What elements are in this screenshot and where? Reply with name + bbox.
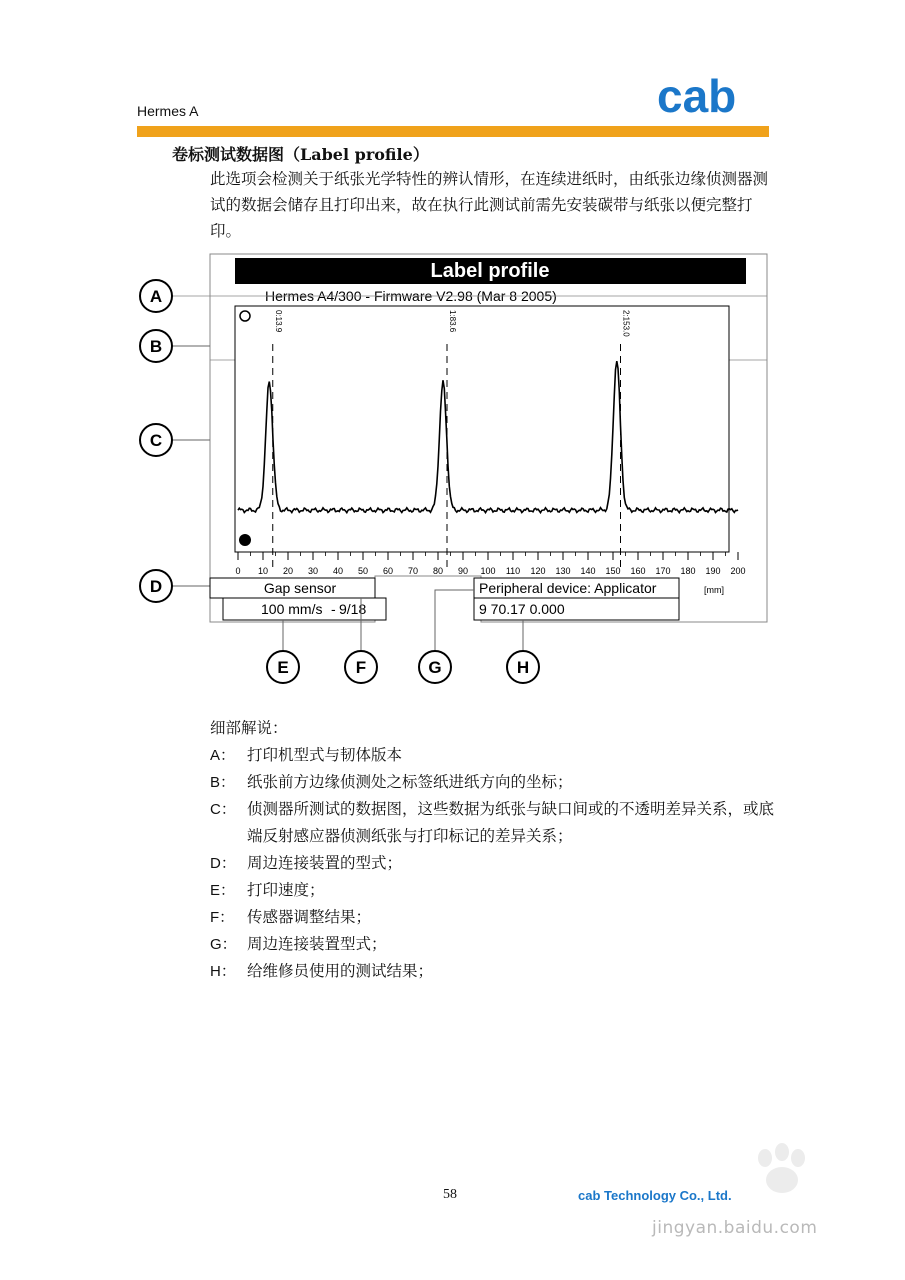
legend-text: 打印速度； bbox=[247, 881, 325, 899]
legend-key: D： bbox=[210, 855, 236, 872]
x-tick-label: 100 bbox=[480, 566, 496, 576]
legend-text: 侦测器所测试的数据图，这些数据为纸张与缺口间或的不透明差异关系，或底端反射感应器侦测纸张与打印标记的差异关系； bbox=[247, 800, 775, 845]
x-tick-label: 200 bbox=[730, 566, 746, 576]
callout-d-label: D bbox=[149, 577, 163, 596]
header-accent-bar bbox=[137, 126, 769, 137]
callout-f-label: F bbox=[355, 658, 367, 677]
x-tick-label: 130 bbox=[555, 566, 571, 576]
x-tick-label: 120 bbox=[530, 566, 546, 576]
callout-h-label: H bbox=[516, 658, 530, 677]
sensor-adjust-value: 9/18 bbox=[339, 601, 367, 617]
legend-key: B： bbox=[210, 774, 236, 791]
x-tick-label: 40 bbox=[332, 566, 344, 576]
legend-item bbox=[210, 958, 775, 985]
dash-sep: - bbox=[331, 601, 336, 617]
callout-g-label: G bbox=[428, 658, 442, 677]
x-tick-label: 20 bbox=[282, 566, 294, 576]
x-tick-label: 60 bbox=[382, 566, 394, 576]
x-tick-label: 10 bbox=[257, 566, 269, 576]
legend-key: G： bbox=[210, 936, 237, 953]
unit-label: [mm] bbox=[704, 585, 724, 595]
legend-item bbox=[210, 931, 775, 958]
x-tick-label: 30 bbox=[307, 566, 319, 576]
x-tick-label: 110 bbox=[505, 566, 521, 576]
intro-paragraph: 此选项会检测关于纸张光学特性的辨认情形，在连续进纸时，由纸张边缘侦测器测试的数据会储存且打印出来，故在执行此测试前需先安装碳带与纸张以便完整打印。 bbox=[210, 170, 769, 240]
footer-company: cab Technology Co., Ltd. bbox=[578, 1188, 732, 1203]
legend-key: E： bbox=[210, 882, 236, 899]
peripheral-label: Peripheral device: Applicator bbox=[479, 580, 657, 596]
x-tick-label: 140 bbox=[580, 566, 596, 576]
callout-e-label: E bbox=[277, 658, 289, 677]
x-tick-label: 50 bbox=[357, 566, 369, 576]
service-values: 9 70.17 0.000 bbox=[479, 601, 565, 617]
x-tick-label: 170 bbox=[655, 566, 671, 576]
legend-list bbox=[210, 742, 775, 985]
x-axis-ticks bbox=[235, 552, 745, 576]
cab-logo bbox=[655, 74, 765, 118]
watermark-text: jingyan.baidu.com bbox=[652, 1218, 818, 1238]
plot-area bbox=[235, 306, 729, 552]
callout-b-label: B bbox=[149, 337, 163, 356]
legend-item bbox=[210, 850, 775, 877]
callout-a-label: A bbox=[149, 287, 163, 306]
legend-item bbox=[210, 742, 775, 769]
gap-sensor-label: Gap sensor bbox=[263, 580, 337, 596]
legend-item bbox=[210, 769, 775, 796]
legend-text: 纸张前方边缘侦测处之标签纸进纸方向的坐标； bbox=[247, 773, 573, 791]
legend-key: A： bbox=[210, 747, 236, 764]
x-tick-label: 90 bbox=[457, 566, 469, 576]
legend-item bbox=[210, 904, 775, 931]
marker-label: 2:153.0 bbox=[621, 310, 631, 337]
printer-firmware-line: Hermes A4/300 - Firmware V2.98 (Mar 8 2005) bbox=[265, 288, 557, 304]
x-tick-label: 0 bbox=[235, 566, 241, 576]
label-profile-figure bbox=[135, 248, 775, 690]
x-tick-label: 70 bbox=[407, 566, 419, 576]
legend-text: 传感器调整结果； bbox=[247, 908, 372, 926]
page-number: 58 bbox=[443, 1187, 457, 1202]
x-tick-label: 80 bbox=[432, 566, 444, 576]
legend-text: 周边连接装置的型式； bbox=[247, 854, 403, 872]
x-tick-label: 150 bbox=[605, 566, 621, 576]
print-speed: 100 mm/s bbox=[261, 601, 323, 617]
legend-item bbox=[210, 796, 775, 850]
legend-key: F： bbox=[210, 909, 235, 926]
figure-title: Label profile bbox=[430, 260, 550, 282]
legend-key: H： bbox=[210, 963, 236, 980]
marker-label: 1:83.6 bbox=[448, 310, 457, 333]
callout-c-label: C bbox=[149, 431, 163, 450]
legend-text: 周边连接装置型式； bbox=[247, 935, 387, 953]
marker-label: 0:13.9 bbox=[273, 310, 283, 333]
legend-key: C： bbox=[210, 801, 236, 818]
x-tick-label: 160 bbox=[630, 566, 646, 576]
product-name: Hermes A bbox=[137, 103, 199, 119]
section-title: 卷标测试数据图（Label profile） bbox=[172, 145, 429, 164]
legend-text: 给维修员使用的测试结果； bbox=[247, 962, 434, 980]
x-tick-label: 180 bbox=[680, 566, 696, 576]
x-tick-label: 190 bbox=[705, 566, 721, 576]
legend-item bbox=[210, 877, 775, 904]
details-title: 细部解说： bbox=[210, 719, 288, 737]
legend-text: 打印机型式与韧体版本 bbox=[247, 746, 403, 764]
filled-circle-marker bbox=[239, 534, 251, 546]
leader-g bbox=[435, 590, 474, 652]
logo-text: cab bbox=[657, 74, 737, 118]
